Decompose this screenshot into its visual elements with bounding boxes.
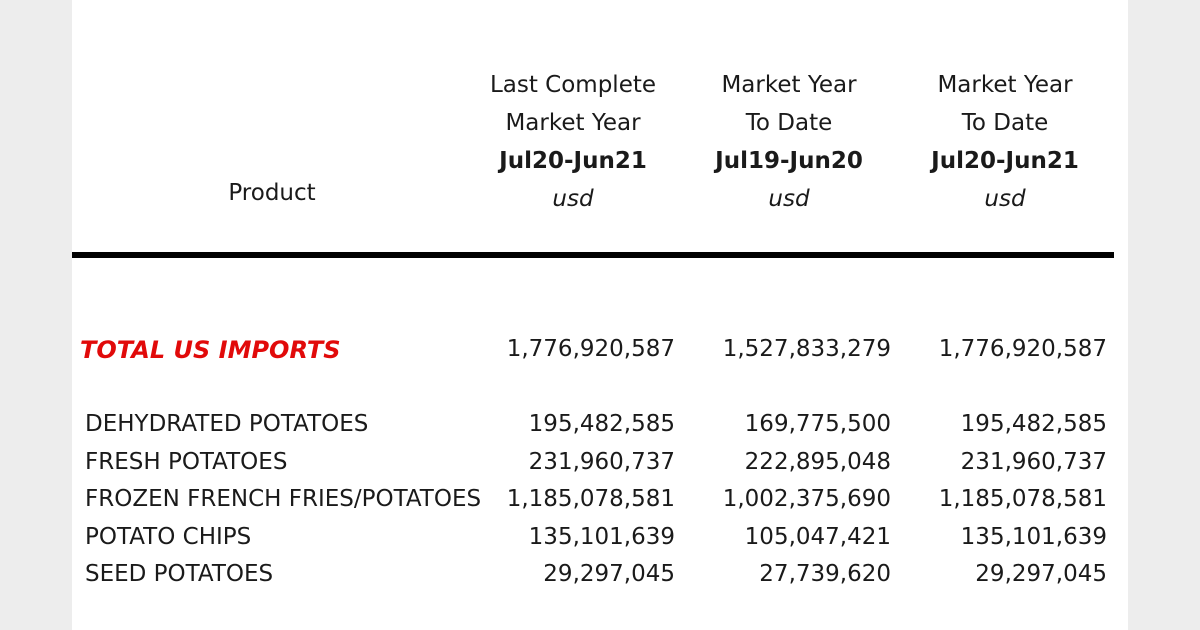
column-header-line1: Market Year xyxy=(937,72,1073,98)
cell-value: 135,101,639 xyxy=(960,524,1107,550)
cell-value: 195,482,585 xyxy=(528,411,675,437)
cell-value: 135,101,639 xyxy=(528,524,675,550)
column-header-line2: Market Year xyxy=(505,110,641,136)
total-value: 1,776,920,587 xyxy=(938,336,1107,362)
column-header-period: Jul19-Jun20 xyxy=(715,148,863,174)
cell-value: 222,895,048 xyxy=(744,449,891,475)
product-name: DEHYDRATED POTATOES xyxy=(85,411,369,437)
cell-value: 169,775,500 xyxy=(744,411,891,437)
column-header-line1: Market Year xyxy=(721,72,857,98)
cell-value: 195,482,585 xyxy=(960,411,1107,437)
cell-value: 29,297,045 xyxy=(975,561,1107,587)
column-header-unit: usd xyxy=(768,186,810,212)
cell-value: 1,002,375,690 xyxy=(722,486,891,512)
cell-value: 29,297,045 xyxy=(543,561,675,587)
product-name: FRESH POTATOES xyxy=(85,449,288,475)
column-header-unit: usd xyxy=(552,186,594,212)
product-name: SEED POTATOES xyxy=(85,561,274,587)
column-header-last-complete xyxy=(463,66,683,218)
cell-value: 1,185,078,581 xyxy=(506,486,675,512)
table-row xyxy=(72,449,1128,485)
table-row xyxy=(72,524,1128,560)
product-header: Product xyxy=(228,180,316,206)
column-header-ytd-current xyxy=(895,66,1115,218)
column-header-unit: usd xyxy=(984,186,1026,212)
cell-value: 27,739,620 xyxy=(759,561,891,587)
import-table xyxy=(72,0,1128,630)
total-label: TOTAL US IMPORTS xyxy=(80,336,341,364)
cell-value: 231,960,737 xyxy=(528,449,675,475)
product-name: FROZEN FRENCH FRIES/POTATOES xyxy=(85,486,482,512)
column-header-period: Jul20-Jun21 xyxy=(499,148,647,174)
column-header-line1: Last Complete xyxy=(489,72,657,98)
header-divider xyxy=(72,252,1114,258)
table-row xyxy=(72,561,1128,597)
cell-value: 1,185,078,581 xyxy=(938,486,1107,512)
cell-value: 105,047,421 xyxy=(744,524,891,550)
total-row xyxy=(72,336,1128,372)
column-header-period: Jul20-Jun21 xyxy=(931,148,1079,174)
product-name: POTATO CHIPS xyxy=(85,524,252,550)
table-row xyxy=(72,486,1128,522)
column-header-line2: To Date xyxy=(745,110,833,136)
total-value: 1,527,833,279 xyxy=(722,336,891,362)
column-header-line2: To Date xyxy=(961,110,1049,136)
cell-value: 231,960,737 xyxy=(960,449,1107,475)
table-row xyxy=(72,411,1128,447)
column-header-ytd-prior xyxy=(679,66,899,218)
total-value: 1,776,920,587 xyxy=(506,336,675,362)
